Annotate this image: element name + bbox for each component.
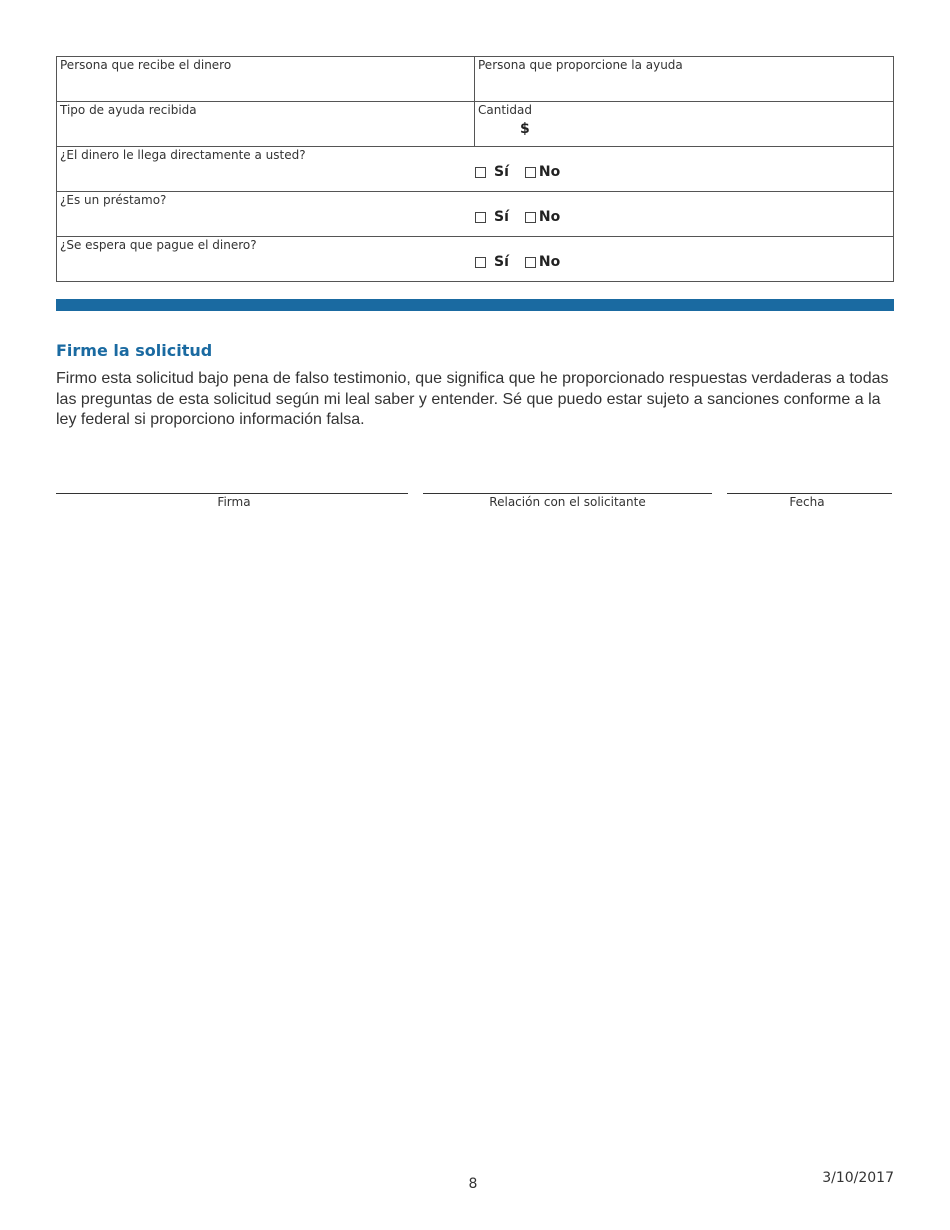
provider-label: Persona que proporcione la ayuda bbox=[478, 58, 683, 72]
amount-field[interactable] bbox=[475, 102, 893, 146]
yes-label: Sí bbox=[494, 254, 509, 270]
question-row-direct bbox=[57, 147, 893, 192]
assistance-type-field[interactable] bbox=[57, 102, 475, 146]
yes-no-group bbox=[475, 163, 560, 181]
revision-date: 3/10/2017 bbox=[822, 1170, 894, 1186]
section-title: Firme la solicitud bbox=[56, 341, 213, 360]
assistance-type-label: Tipo de ayuda recibida bbox=[60, 103, 197, 117]
question-label: ¿Es un préstamo? bbox=[60, 193, 167, 207]
yes-label: Sí bbox=[494, 164, 509, 180]
yes-checkbox[interactable] bbox=[475, 257, 486, 268]
recipient-field[interactable] bbox=[57, 57, 475, 101]
yes-label: Sí bbox=[494, 209, 509, 225]
relationship-label: Relación con el solicitante bbox=[489, 495, 646, 509]
no-checkbox[interactable] bbox=[525, 167, 536, 178]
question-label: ¿Se espera que pague el dinero? bbox=[60, 238, 257, 252]
dollar-sign: $ bbox=[520, 121, 530, 137]
attestation-text: Firmo esta solicitud bajo pena de falso testimonio, que significa que he proporcionado respuestas verdaderas a todas las preguntas de esta solicitud según mi leal saber y entender. Sé que puedo estar sujeto a sanciones conforme a la ley federal si proporciono información falsa. bbox=[56, 370, 889, 428]
yes-checkbox[interactable] bbox=[475, 212, 486, 223]
page-number: 8 bbox=[468, 1176, 478, 1192]
recipient-label: Persona que recibe el dinero bbox=[60, 58, 232, 72]
table-row-persons bbox=[57, 57, 893, 102]
question-row-repay bbox=[57, 237, 893, 281]
yes-no-group bbox=[475, 208, 560, 226]
date-label: Fecha bbox=[789, 495, 825, 509]
assistance-table bbox=[56, 56, 894, 282]
table-row-type-amount bbox=[57, 102, 893, 147]
no-label: No bbox=[538, 209, 561, 225]
yes-no-group bbox=[475, 253, 560, 271]
question-label: ¿El dinero le llega directamente a usted? bbox=[60, 148, 306, 162]
no-label: No bbox=[538, 164, 561, 180]
no-label: No bbox=[538, 254, 561, 270]
yes-checkbox[interactable] bbox=[475, 167, 486, 178]
no-checkbox[interactable] bbox=[525, 257, 536, 268]
section-divider-bar bbox=[56, 299, 894, 311]
provider-field[interactable] bbox=[475, 57, 893, 101]
question-row-loan bbox=[57, 192, 893, 237]
amount-label: Cantidad bbox=[478, 103, 532, 117]
signature-label: Firma bbox=[217, 495, 251, 509]
no-checkbox[interactable] bbox=[525, 212, 536, 223]
